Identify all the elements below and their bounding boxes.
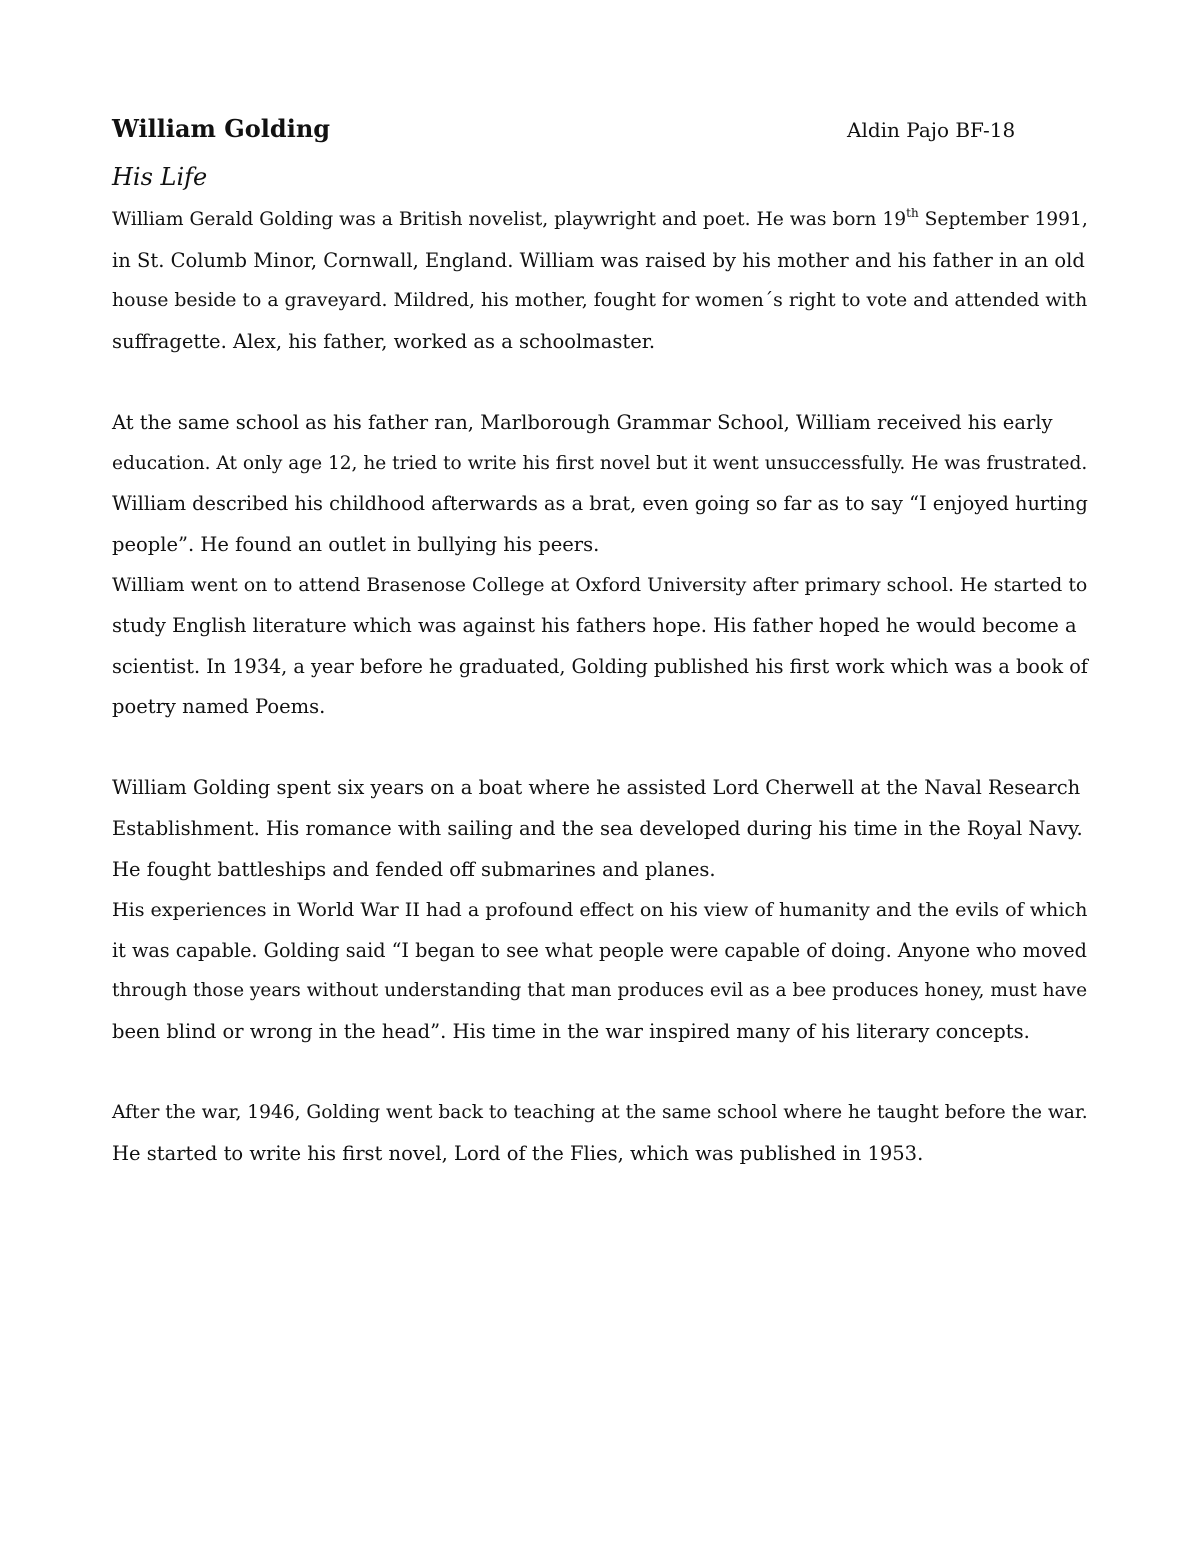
text-line: He started to write his first novel, Lord of the Flies, which was published in 1953. [112, 1141, 924, 1165]
document-title: William Golding [112, 114, 331, 143]
text-line: people”. He found an outlet in bullying his peers. [112, 532, 600, 556]
text-line: study English literature which was against his fathers hope. His father hoped he would become a [112, 613, 1077, 637]
paragraph-6 [112, 1093, 1088, 1174]
document-header [112, 112, 1088, 148]
text-line: At the same school as his father ran, Marlborough Grammar School, William received his early [112, 410, 1053, 434]
paragraph-1 [112, 200, 1088, 362]
paragraph-2 [112, 403, 1088, 565]
paragraph-spacer [112, 362, 1088, 403]
text-line: William Golding spent six years on a boat where he assisted Lord Cherwell at the Naval Research [112, 776, 1081, 800]
text-line: it was capable. Golding said “I began to see what people were capable of doing. Anyone who moved [112, 938, 1087, 962]
ordinal-suffix: th [906, 205, 919, 220]
paragraph-4 [112, 768, 1088, 890]
author-name: Aldin Pajo BF-18 [847, 118, 1016, 142]
paragraph-3 [112, 565, 1088, 727]
text-line: education. At only age 12, he tried to write his first novel but it went unsuccessfully. He was frustrated. [112, 452, 1088, 474]
text-run: William Gerald Golding was a British novelist, playwright and poet. He was born 19 [112, 209, 907, 230]
section-heading: His Life [112, 163, 208, 191]
text-line: William described his childhood afterwards as a brat, even going so far as to say “I enjoyed hurting [112, 492, 1088, 516]
text-line: His experiences in World War II had a profound effect on his view of humanity and the evils of which [112, 899, 1088, 922]
text-line: After the war, 1946, Golding went back to teaching at the same school where he taught before the war. [112, 1102, 1088, 1124]
text-line: poetry named Poems. [112, 695, 326, 719]
text-line [112, 200, 1088, 241]
text-line: He fought battleships and fended off submarines and planes. [112, 857, 716, 881]
text-line: been blind or wrong in the head”. His time in the war inspired many of his literary concepts. [112, 1019, 1030, 1043]
text-line: house beside to a graveyard. Mildred, his mother, fought for women´s right to vote and attended with [112, 290, 1088, 312]
text-line: William went on to attend Brasenose College at Oxford University after primary school. He started to [112, 574, 1088, 597]
text-line: in St. Columb Minor, Cornwall, England. William was raised by his mother and his father in an old [112, 248, 1085, 272]
text-line: suffragette. Alex, his father, worked as a schoolmaster. [112, 329, 656, 353]
text-line: through those years without understanding that man produces evil as a bee produces honey, must have [112, 980, 1088, 1002]
paragraph-spacer [112, 728, 1088, 769]
text-line: Establishment. His romance with sailing and the sea developed during his time in the Royal Navy. [112, 816, 1083, 840]
body-text [112, 200, 1088, 1174]
paragraph-spacer [112, 1052, 1088, 1093]
paragraph-5 [112, 890, 1088, 1052]
text-run: September 1991, [918, 209, 1088, 230]
text-line: scientist. In 1934, a year before he graduated, Golding published his first work which was a book of [112, 654, 1088, 678]
